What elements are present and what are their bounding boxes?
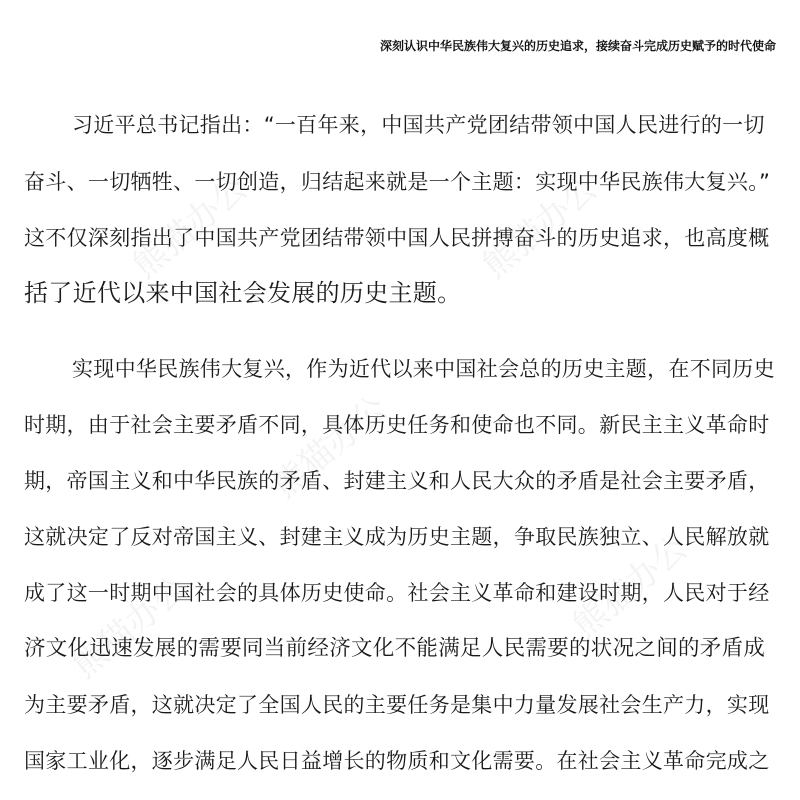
paragraph-line: 为主要矛盾，这就决定了全国人民的主要任务是集中力量发展社会生产力，实现 [24,693,770,717]
paragraph-line: 括了近代以来中国社会发展的历史主题。 [24,279,462,307]
paragraph-line: 成了这一时期中国社会的具体历史使命。社会主义革命和建设时期，人民对于经 [24,581,770,605]
watermark: 熊猫办公 [475,168,606,287]
paragraph-line: 奋斗、一切牺牲、一切创造，归结起来就是一个主题：实现中华民族伟大复兴。” [24,170,771,194]
paragraph-line: 这不仅深刻指出了中国共产党团结带领中国人民拼搏奋斗的历史追求，也高度概 [24,226,770,250]
paragraph-line: 期，帝国主义和中华民族的矛盾、封建主义和人民大众的矛盾是社会主要矛盾， [24,469,770,493]
document-title: 深刻认识中华民族伟大复兴的历史追求，接续奋斗完成历史赋予的时代使命 [379,39,776,53]
watermark: 熊猫办公 [65,568,196,687]
paragraph-line: 国家工业化，逐步满足人民日益增长的物质和文化需要。在社会主义革命完成之 [24,749,770,773]
paragraph-line: 这就决定了反对帝国主义、封建主义成为历史主题，争取民族独立、人民解放就 [24,525,770,549]
paragraph-line: 济文化迅速发展的需要同当前经济文化不能满足人民需要的状况之间的矛盾成 [24,636,766,661]
watermark: 熊猫办公 [265,388,396,507]
paragraph-line: 实现中华民族伟大复兴，作为近代以来中国社会总的历史主题，在不同历史 [72,357,775,381]
watermark: 熊猫办公 [565,528,696,647]
watermark: 熊猫办公 [125,168,256,287]
paragraph-line: 习近平总书记指出：“一百年来，中国共产党团结带领中国人民进行的一切 [72,113,765,137]
paragraph-line: 时期，由于社会主要矛盾不同，具体历史任务和使命也不同。新民主主义革命时 [24,413,770,437]
